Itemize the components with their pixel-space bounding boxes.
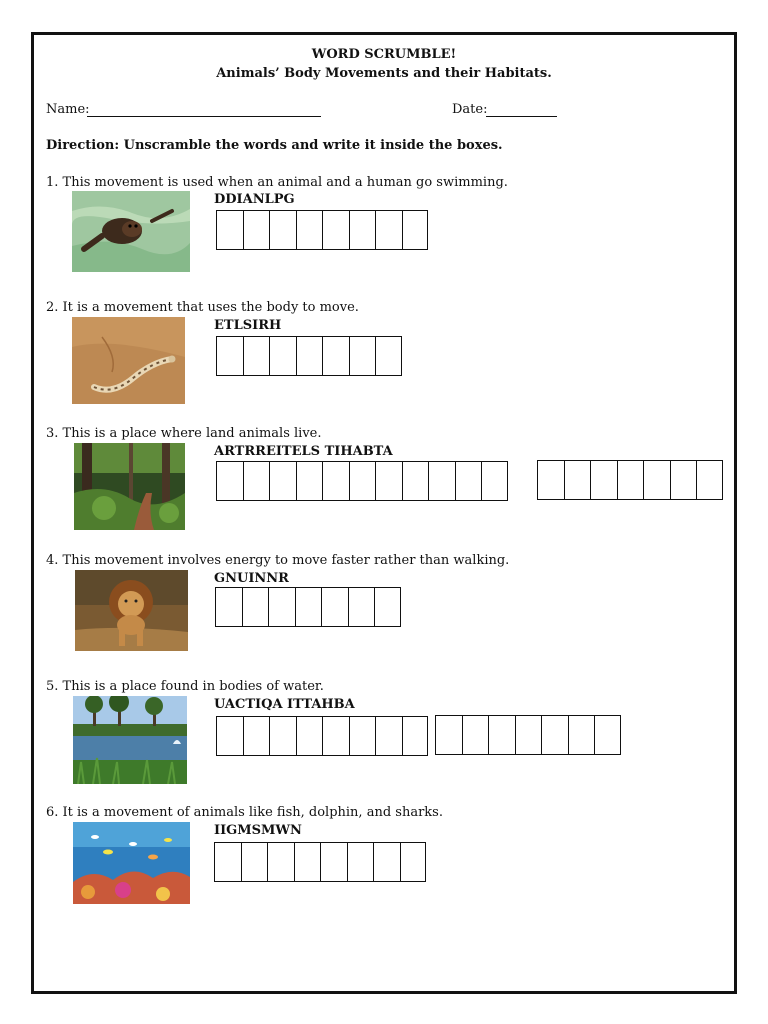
answer-boxes-2 xyxy=(216,336,402,376)
answer-boxes-3a xyxy=(216,461,508,501)
letter-box[interactable] xyxy=(568,715,595,755)
letter-box[interactable] xyxy=(488,715,515,755)
letter-box[interactable] xyxy=(269,336,296,376)
letter-box[interactable] xyxy=(243,336,270,376)
letter-box[interactable] xyxy=(375,336,402,376)
date-blank-line[interactable] xyxy=(486,116,557,117)
answer-boxes-5b xyxy=(435,715,621,755)
scrambled-word-6: IIGMSMWN xyxy=(214,823,302,838)
letter-box[interactable] xyxy=(322,716,349,756)
running-lion-photo xyxy=(75,570,188,651)
question-3: 3. This is a place where land animals live. xyxy=(46,426,322,441)
snake-on-sand-photo xyxy=(72,317,185,404)
answer-boxes-5a xyxy=(216,716,428,756)
letter-box[interactable] xyxy=(402,210,429,250)
letter-box[interactable] xyxy=(241,842,268,882)
letter-box[interactable] xyxy=(400,842,427,882)
answer-boxes-1 xyxy=(216,210,428,250)
letter-box[interactable] xyxy=(349,461,376,501)
letter-box[interactable] xyxy=(215,587,242,627)
letter-box[interactable] xyxy=(375,210,402,250)
letter-box[interactable] xyxy=(216,210,243,250)
date-label: Date: xyxy=(452,102,488,117)
letter-box[interactable] xyxy=(322,210,349,250)
letter-box[interactable] xyxy=(537,460,564,500)
letter-box[interactable] xyxy=(267,842,294,882)
answer-boxes-6 xyxy=(214,842,426,882)
scrambled-word-5: UACTIQA ITTAHBA xyxy=(214,697,355,712)
name-blank-line[interactable] xyxy=(87,116,321,117)
letter-box[interactable] xyxy=(435,715,462,755)
letter-box[interactable] xyxy=(402,461,429,501)
letter-box[interactable] xyxy=(348,587,375,627)
letter-box[interactable] xyxy=(296,210,323,250)
letter-box[interactable] xyxy=(347,842,374,882)
letter-box[interactable] xyxy=(216,336,243,376)
letter-box[interactable] xyxy=(269,461,296,501)
letter-box[interactable] xyxy=(515,715,542,755)
worksheet-title: WORD SCRUMBLE! xyxy=(311,47,457,62)
letter-box[interactable] xyxy=(428,461,455,501)
letter-box[interactable] xyxy=(243,716,270,756)
letter-box[interactable] xyxy=(269,716,296,756)
letter-box[interactable] xyxy=(462,715,489,755)
letter-box[interactable] xyxy=(481,461,508,501)
question-2: 2. It is a movement that uses the body to move. xyxy=(46,300,359,315)
letter-box[interactable] xyxy=(590,460,617,500)
scrambled-word-2: ETLSIRH xyxy=(214,318,282,333)
letter-box[interactable] xyxy=(643,460,670,500)
letter-box[interactable] xyxy=(320,842,347,882)
letter-box[interactable] xyxy=(296,336,323,376)
letter-box[interactable] xyxy=(243,461,270,501)
question-6: 6. It is a movement of animals like fish, dolphin, and sharks. xyxy=(46,805,443,820)
scrambled-word-1: DDIANLPG xyxy=(214,192,295,207)
letter-box[interactable] xyxy=(294,842,321,882)
otter-swimming-photo xyxy=(72,191,190,272)
name-label: Name: xyxy=(46,102,90,117)
letter-box[interactable] xyxy=(455,461,482,501)
letter-box[interactable] xyxy=(594,715,621,755)
question-4: 4. This movement involves energy to move faster rather than walking. xyxy=(46,553,510,568)
letter-box[interactable] xyxy=(374,587,401,627)
question-1: 1. This movement is used when an animal and a human go swimming. xyxy=(46,175,508,190)
letter-box[interactable] xyxy=(321,587,348,627)
letter-box[interactable] xyxy=(617,460,644,500)
forest-path-photo xyxy=(74,443,185,530)
letter-box[interactable] xyxy=(216,716,243,756)
answer-boxes-4 xyxy=(215,587,401,627)
letter-box[interactable] xyxy=(670,460,697,500)
letter-box[interactable] xyxy=(295,587,322,627)
letter-box[interactable] xyxy=(402,716,429,756)
letter-box[interactable] xyxy=(216,461,243,501)
letter-box[interactable] xyxy=(268,587,295,627)
letter-box[interactable] xyxy=(564,460,591,500)
letter-box[interactable] xyxy=(349,336,376,376)
direction-text: Direction: Unscramble the words and write it inside the boxes. xyxy=(46,138,503,153)
coral-reef-fish-photo xyxy=(73,822,190,904)
letter-box[interactable] xyxy=(373,842,400,882)
letter-box[interactable] xyxy=(322,461,349,501)
letter-box[interactable] xyxy=(214,842,241,882)
lake-with-trees-photo xyxy=(73,696,187,784)
letter-box[interactable] xyxy=(375,716,402,756)
letter-box[interactable] xyxy=(243,210,270,250)
letter-box[interactable] xyxy=(296,716,323,756)
letter-box[interactable] xyxy=(349,716,376,756)
scrambled-word-4: GNUINNR xyxy=(214,571,289,586)
letter-box[interactable] xyxy=(242,587,269,627)
letter-box[interactable] xyxy=(349,210,376,250)
answer-boxes-3b xyxy=(537,460,723,500)
letter-box[interactable] xyxy=(296,461,323,501)
letter-box[interactable] xyxy=(375,461,402,501)
letter-box[interactable] xyxy=(269,210,296,250)
question-5: 5. This is a place found in bodies of water. xyxy=(46,679,324,694)
letter-box[interactable] xyxy=(322,336,349,376)
letter-box[interactable] xyxy=(541,715,568,755)
letter-box[interactable] xyxy=(696,460,723,500)
scrambled-word-3: ARTRREITELS TIHABTA xyxy=(214,444,393,459)
worksheet-subtitle: Animals’ Body Movements and their Habitats. xyxy=(216,66,552,81)
